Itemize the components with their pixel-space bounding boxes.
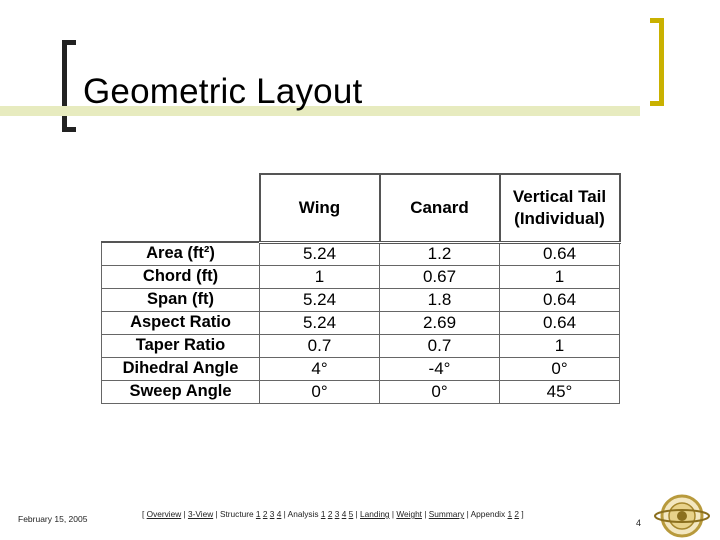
header-canard: Canard [380,174,500,242]
nav-link-structure-2[interactable]: 2 [262,509,268,519]
geometry-table [101,173,621,404]
nav-link-analysis-2[interactable]: 2 [327,509,333,519]
table-row [102,265,620,288]
header-empty-cell [102,174,260,242]
nav-label-structure: | Structure [213,509,256,519]
nav-link-structure-4[interactable]: 4 [276,509,282,519]
nav-bracket-open: [ [142,509,147,519]
table-row [102,357,620,380]
nav-separator: | [422,509,429,519]
geometry-table-wrapper [101,173,621,404]
nav-link-weight[interactable]: Weight [396,509,422,519]
row-label: Taper Ratio [102,334,260,357]
cell-canard: -4° [380,357,500,380]
header-wing: Wing [260,174,380,242]
table-body [102,242,620,403]
cell-wing: 5.24 [260,311,380,334]
nav-link-structure-3[interactable]: 3 [269,509,275,519]
cell-vertical-tail: 0.64 [500,311,620,334]
nav-link-analysis-1[interactable]: 1 [320,509,326,519]
table-row [102,334,620,357]
slide-title: Geometric Layout [83,72,363,111]
nav-link-summary[interactable]: Summary [428,509,465,519]
cell-wing: 1 [260,265,380,288]
cell-vertical-tail: 0° [500,357,620,380]
table-row [102,380,620,403]
nav-label-analysis: | Analysis [281,509,321,519]
cell-canard: 0.7 [380,334,500,357]
nav-bracket-close: ] [519,509,524,519]
cell-wing: 5.24 [260,242,380,265]
nav-link-structure-1[interactable]: 1 [255,509,261,519]
cell-vertical-tail: 1 [500,334,620,357]
table-row [102,288,620,311]
page-number: 4 [636,518,642,528]
nav-label-appendix: | Appendix [464,509,508,519]
nav-link-overview[interactable]: Overview [146,509,182,519]
cell-wing: 4° [260,357,380,380]
cell-canard: 0.67 [380,265,500,288]
row-label: Chord (ft) [102,265,260,288]
nav-link-landing[interactable]: Landing [360,509,390,519]
footer-date: February 15, 2005 [18,514,88,524]
organization-logo-icon [652,490,712,540]
nav-link-appendix-2[interactable]: 2 [514,509,520,519]
row-label: Aspect Ratio [102,311,260,334]
cell-vertical-tail: 0.64 [500,242,620,265]
footer-navigation [142,509,524,519]
row-label: Dihedral Angle [102,357,260,380]
nav-link-appendix-1[interactable]: 1 [507,509,513,519]
nav-link-3-view[interactable]: 3-View [187,509,214,519]
nav-link-analysis-3[interactable]: 3 [334,509,340,519]
cell-wing: 5.24 [260,288,380,311]
table-row [102,242,620,265]
row-label: Span (ft) [102,288,260,311]
nav-link-analysis-5[interactable]: 5 [348,509,354,519]
cell-canard: 2.69 [380,311,500,334]
title-bracket-left [62,40,76,132]
cell-vertical-tail: 0.64 [500,288,620,311]
row-label: Sweep Angle [102,380,260,403]
nav-link-analysis-4[interactable]: 4 [341,509,347,519]
header-vertical-tail [500,174,620,242]
cell-canard: 1.8 [380,288,500,311]
nav-separator: | [181,509,188,519]
cell-canard: 1.2 [380,242,500,265]
nav-separator: | [353,509,361,519]
title-bracket-right [650,18,664,106]
row-label: Area (ft²) [102,242,260,265]
nav-separator: | [389,509,397,519]
header-vertical-tail-label: Vertical Tail (Individual) [512,186,607,228]
table-header-row [102,174,620,242]
cell-wing: 0.7 [260,334,380,357]
cell-canard: 0° [380,380,500,403]
table-row [102,311,620,334]
cell-vertical-tail: 45° [500,380,620,403]
cell-vertical-tail: 1 [500,265,620,288]
cell-wing: 0° [260,380,380,403]
